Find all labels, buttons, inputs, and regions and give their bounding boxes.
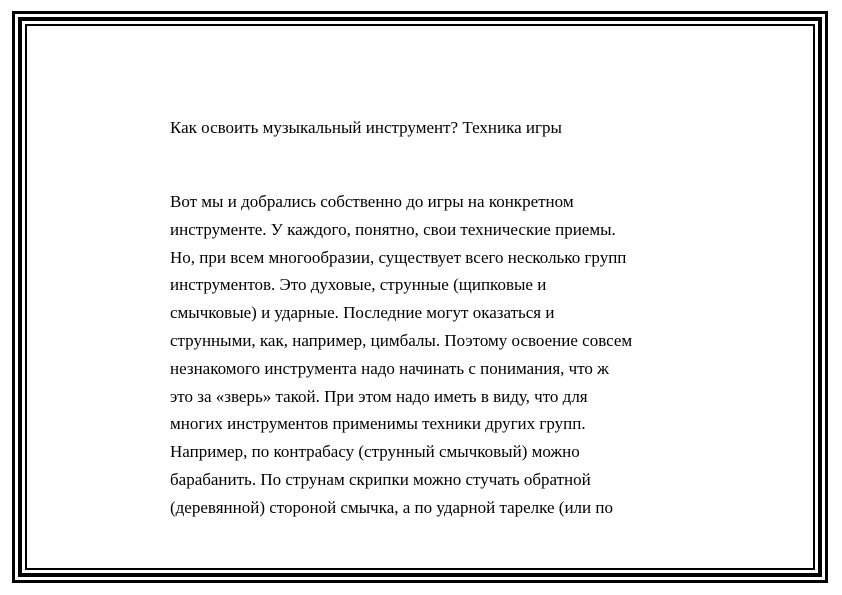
body-line: инструменте. У каждого, понятно, свои технические приемы. [170,219,616,239]
body-line: инструментов. Это духовые, струнные (щипковые и [170,275,547,295]
document-body [170,188,730,522]
body-line: незнакомого инструмента надо начинать с понимания, что ж [170,358,609,378]
body-line: барабанить. По струнам скрипки можно стучать обратной [170,469,591,489]
body-line: Но, при всем многообразии, существует всего несколько групп [170,247,627,267]
body-line: струнными, как, например, цимбалы. Поэтому освоение совсем [170,330,633,350]
body-line: многих инструментов применимы техники других групп. [170,414,586,434]
document-title: Как освоить музыкальный инструмент? Техника игры [170,118,562,137]
body-line: Вот мы и добрались собственно до игры на конкретном [170,192,574,211]
body-line: Например, по контрабасу (струнный смычковый) можно [170,442,580,462]
body-line: (деревянной) стороной смычка, а по ударной тарелке (или по [170,497,613,517]
body-line: смычковые) и ударные. Последние могут оказаться и [170,303,555,323]
body-line: это за «зверь» такой. При этом надо иметь в виду, что для [170,386,588,406]
